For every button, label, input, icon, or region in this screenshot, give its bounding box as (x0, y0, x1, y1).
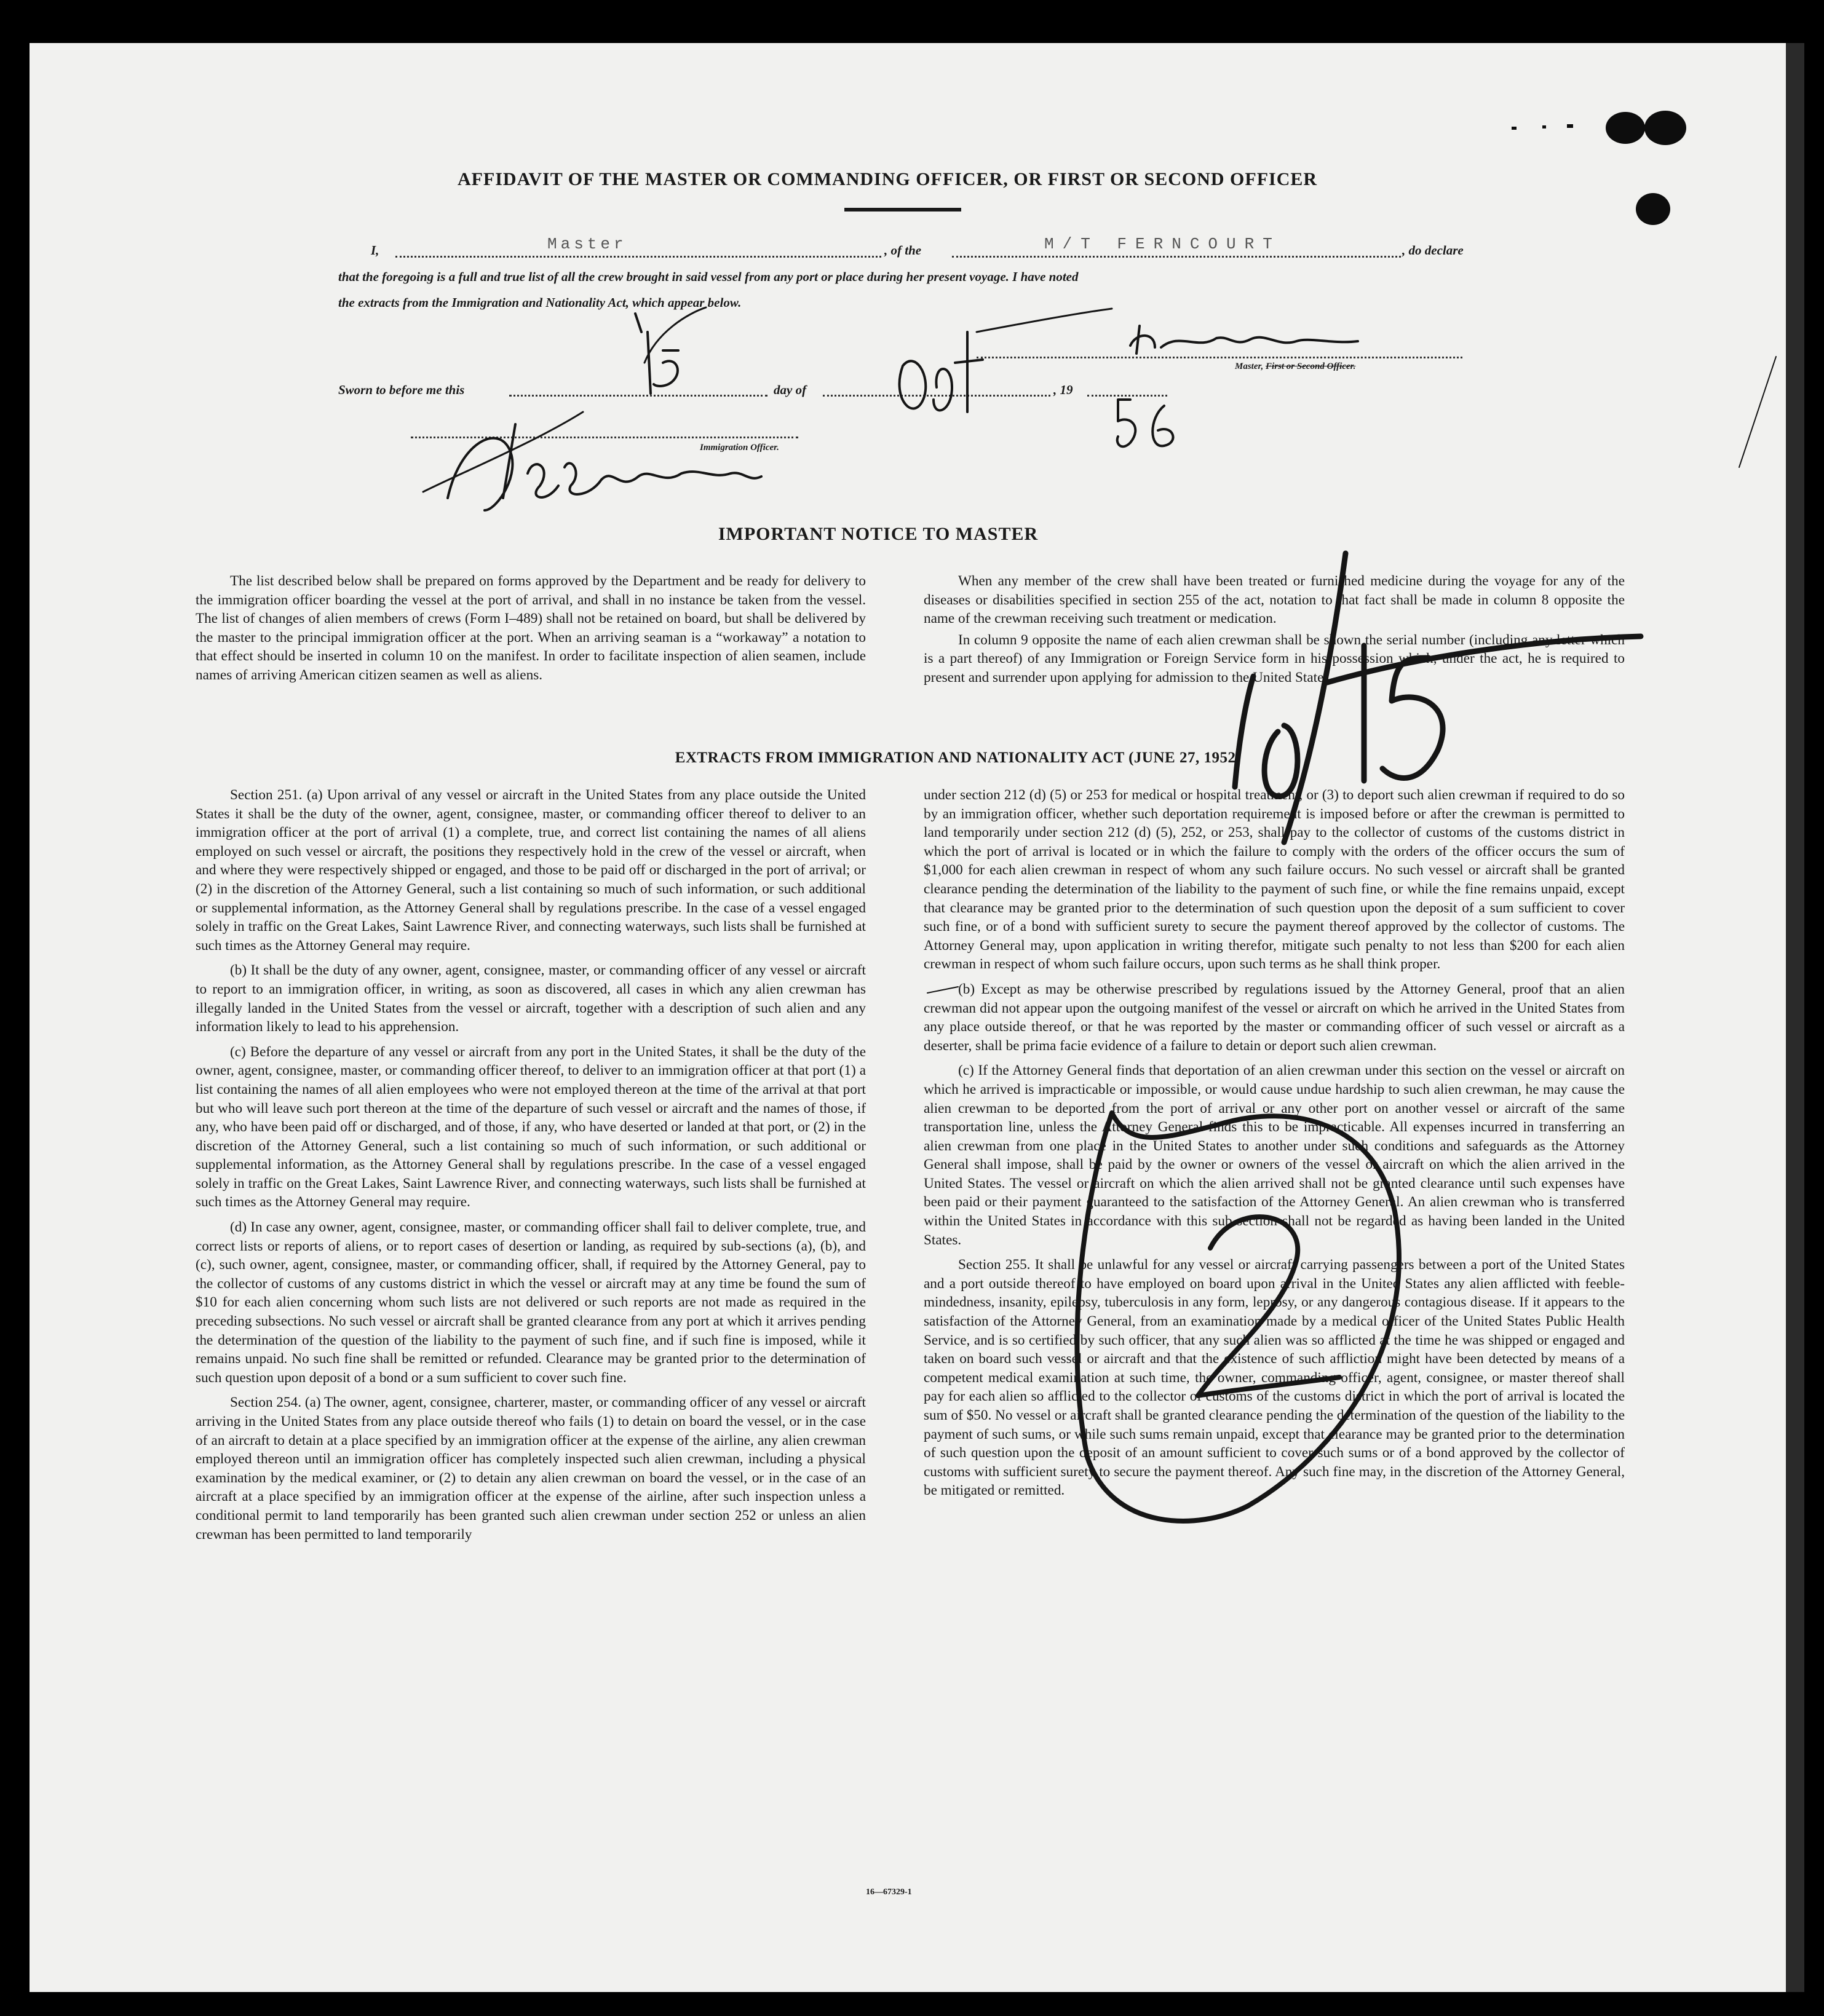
declaration-line-1: that the foregoing is a full and true list of all the crew brought in said vessel from any port or place during her present voyage. I have noted (338, 269, 1079, 284)
extracts-title: EXTRACTS FROM IMMIGRATION AND NATIONALITY ACT (JUNE 27, 1952) (675, 749, 1242, 766)
day-of-label: day of (774, 382, 807, 397)
section-251c: (c) Before the departure of any vessel or aircraft from any port in the United States, it shall be the duty of the owner, agent, consignee, master, or commanding officer thereof, to deliver to an immigration officer at that port (1) a list containing the names of all alien employees who were not employed thereon at the time of the arrival at that port but who will leave such port thereon at the time of the departure of such vessel or aircraft and the names of those, if any, who have been paid off or discharged, and of those, if any, who have deserted or landed at that port, or (2) in the discretion of the Attorney General, such a list containing so much of such information, or such additional or supplemental information, as the Attorney General shall by regulations prescribe. In the case of a vessel engaged solely in traffic on the Great Lakes, Saint Lawrence River, and connecting waterways, such lists shall be furnished at such times as the Attorney General may require. (196, 1043, 866, 1211)
notice-title: IMPORTANT NOTICE TO MASTER (718, 524, 1039, 544)
section-255: Section 255. It shall be unlawful for any vessel or aircraft carrying passengers between a port of the United States and a port outside thereof to have employed on board upon arrival in the United States any alien afflicted with feeble-mindedness, insanity, epilepsy, tuberculosis in any form, leprosy, or any dangerous contagious disease. If it appears to the satisfaction of the Attorney General, from an examination made by a medical officer of the United States Public Health Service, and is so certified by such officer, that any such alien was so afflicted at the time he was shipped or engaged and taken on board such vessel or aircraft and that the existence of such affliction might have been detected by means of a competent medical examination at such time, the owner, commanding officer, agent, consignee, or master thereof shall pay for each alien so afflicted to the collector of customs of the customs district in which the port of arrival is located the sum of $50. No vessel or aircraft shall be granted clearance pending the determination of the question of the liability to the payment of such sums, or while such sums remain unpaid, except that clearance may be granted prior to the determination of such question upon the deposit of an amount sufficient to cover such sums or of a bond approved by the collector of customs with sufficient surety to secure the payment thereof. Any such fine may, in the discretion of the Attorney General, be mitigated or remitted. (924, 1257, 1625, 1499)
do-declare-label: , do declare (1402, 243, 1464, 258)
sworn-month-handwritten (900, 332, 983, 412)
signature-caption: Master, First or Second Officer. (1235, 362, 1356, 371)
section-254a-cont: under section 212 (d) (5) or 253 for medical or hospital treatment, or (3) to deport such alien crewman if required to do so by an immigration officer, whether such deportation requirement is imposed before or after the crewman is permitted to land temporarily under section 212 (d) (5), 252, or 253, shall pay to the collector of customs of the customs district in which the port of arrival is located or in which the failure to comply with the orders of the officer occurs the sum of $1,000 for each alien crewman in respect of whom any such failure occurs. No such vessel or aircraft shall be granted clearance pending the determination of the liability to the payment of such fine, or while the fine remains unpaid, except that clearance may be granted prior to the determination of such question upon the deposit of a sum sufficient to cover such fine, or of a bond with sufficient surety to secure the payment thereof approved by the collector of customs. The Attorney General may, upon application in writing therefor, mitigate such penalty to not less than $200 for each alien crewman in respect of whom such failure occurs, upon such terms as he shall think proper. (924, 787, 1625, 973)
scan-edge (1786, 43, 1804, 1992)
vessel-field-value: M/T FERNCOURT (1044, 235, 1281, 253)
punch-marks (1512, 111, 1686, 225)
notice-right-paragraph-2: In column 9 opposite the name of each alien crewman shall be shown the serial number (including any letter which is a part thereof) of any Immigration or Foreign Service form in his possession which, under the act, he is required to present and surrender upon applying for admission to the United States. (924, 631, 1625, 686)
year-prefix: , 19 (1053, 382, 1073, 397)
section-254c: (c) If the Attorney General finds that deportation of an alien crewman under this section on the vessel or aircraft on which he arrived is impracticable or impossible, or would cause undue hardship to such alien crewman, he may cause the alien crewman to be deported from the port of arrival or any other port on another vessel or aircraft of the same transportation line, unless the Attorney General finds this to be impracticable. All expenses incurred in transferring an alien crewman from one place in the United States to another under such conditions and safeguards as the Attorney General shall impose, shall be paid by the owner or owners of the vessel or aircraft on which the alien arrived in the United States. The vessel or aircraft on which the alien arrived shall not be granted clearance until such expenses have been paid or their payment guaranteed to the satisfaction of the Attorney General. An alien crewman who is transferred within the United States in accordance with this sub-section shall not be regarded as having been landed in the United States. (924, 1062, 1625, 1248)
section-251d: (d) In case any owner, agent, consignee, master, or commanding officer shall fail to deliver complete, true, and correct lists or reports of aliens, or to report cases of desertion or landing, as required by sub-sections (a), (b), and (c), such owner, agent, consignee, master, or commanding officer, shall, if required by the Attorney General, pay to the collector of customs of any customs district in which the vessel or aircraft may at any time be found the sum of $10 for each alien concerning whom such lists are not delivered or such reports are not made as required in the preceding subsections. No such vessel or aircraft shall be granted clearance from any port at which it arrives pending the determination of the question of the liability to the payment of such fine, and if such fine is imposed, while it remains unpaid. No such fine shall be remitted or refunded. Clearance may be granted prior to the determination of such question upon deposit of a bond or a sum sufficient to cover such fine. (196, 1219, 866, 1386)
section-251b: (b) It shall be the duty of any owner, agent, consignee, master, or commanding officer of any vessel or aircraft to report to an immigration officer, in writing, as soon as discovered, all cases in which any alien crewman has illegally landed in the United States from the vessel or aircraft, together with a description of such alien and any information likely to lead to his apprehension. (196, 962, 866, 1035)
circled-number (1077, 1113, 1399, 1521)
i-label: I, (371, 243, 379, 258)
section-251a: Section 251. (a) Upon arrival of any vessel or aircraft in the United States from any place outside the United States it shall be the duty of the owner, agent, consignee, master, or commanding officer thereof to deliver to an immigration officer at the port of arrival (1) a complete, true, and correct list containing the names of all aliens employed on such vessel or aircraft, the positions they respectively hold in the crew of the vessel or aircraft, when and where they were respectively shipped or engaged, and those to be paid off or discharged in the port of arrival; or (2) in the discretion of the Attorney General, such a list containing so much of such information, or such additional or supplemental information, as the Attorney General shall by regulations prescribe. In the case of a vessel engaged solely in traffic on the Great Lakes, Saint Lawrence River, and connecting waterways, such lists shall be furnished at such times as the Attorney General may require. (196, 787, 866, 954)
form-code: 16—67329-1 (866, 1888, 912, 1897)
section-254b: (b) Except as may be otherwise prescribed by regulations issued by the Attorney General, proof that an alien crewman did not appear upon the outgoing manifest of the vessel or aircraft on which he arrived in the United States from any place outside thereof, or that he was reported by the master or commanding officer of such vessel or aircraft as a deserter, shall be prima facie evidence of a failure to detain or deport such alien crewman. (924, 981, 1625, 1054)
affidavit-title: AFFIDAVIT OF THE MASTER OR COMMANDING OFFICER, OR FIRST OR SECOND OFFICER (457, 169, 1318, 189)
handwritten-date-annotation (1235, 553, 1641, 842)
declaration-line-2: the extracts from the Immigration and Nationality Act, which appear below. (338, 295, 742, 310)
section-254a: Section 254. (a) The owner, agent, consignee, charterer, master, or commanding officer of any vessel or aircraft arriving in the United States from any place outside thereof who fails (1) to detain on board the vessel, or in the case of an aircraft to detain at a place specified by an immigration officer at the expense of the airline, any alien crewman employed thereon until an immigration officer has completely inspected such alien crewman, including a physical examination by the medical examiner, or (2) to detain any alien crewman on board the vessel, or in the case of an aircraft at a place specified by an immigration officer at the expense of the airline, after such inspection unless a conditional permit to land temporarily has been granted such alien crewman under section 252 or unless an alien crewman has been permitted to land temporarily (196, 1394, 866, 1543)
master-signature (1130, 326, 1358, 354)
notice-left-paragraph: The list described below shall be prepared on forms approved by the Department and be ready for delivery to the immigration officer boarding the vessel at the port of arrival, and shall in no instance be taken from the vessel. The list of changes of alien members of crews (Form I–489) shall not be retained on board, but shall be delivered by the master to the principal immigration officer at the port. When an arriving seaman is a “workaway” a notation to that effect should be inserted in column 10 on the manifest. In order to facilitate inspection of alien seamen, include names of arriving American citizen seamen as well as aliens. (196, 573, 866, 683)
officer-signature (448, 424, 761, 510)
sworn-label: Sworn to before me this (338, 382, 465, 397)
notice-right-paragraph-1: When any member of the crew shall have been treated or furnished medicine during the voyage for any of the diseases or disabilities specified in section 255 of the act, notation to that fact shall be made in column 8 opposite the name of the crewman receiving such treatment or medication. (924, 573, 1625, 627)
officer-caption: Immigration Officer. (700, 443, 779, 453)
master-field-value: Master (547, 235, 627, 253)
handwriting-overlay (30, 43, 1804, 1992)
document-page (30, 43, 1804, 1992)
of-the-label: , of the (884, 243, 922, 258)
sworn-year-handwritten (1117, 400, 1173, 446)
